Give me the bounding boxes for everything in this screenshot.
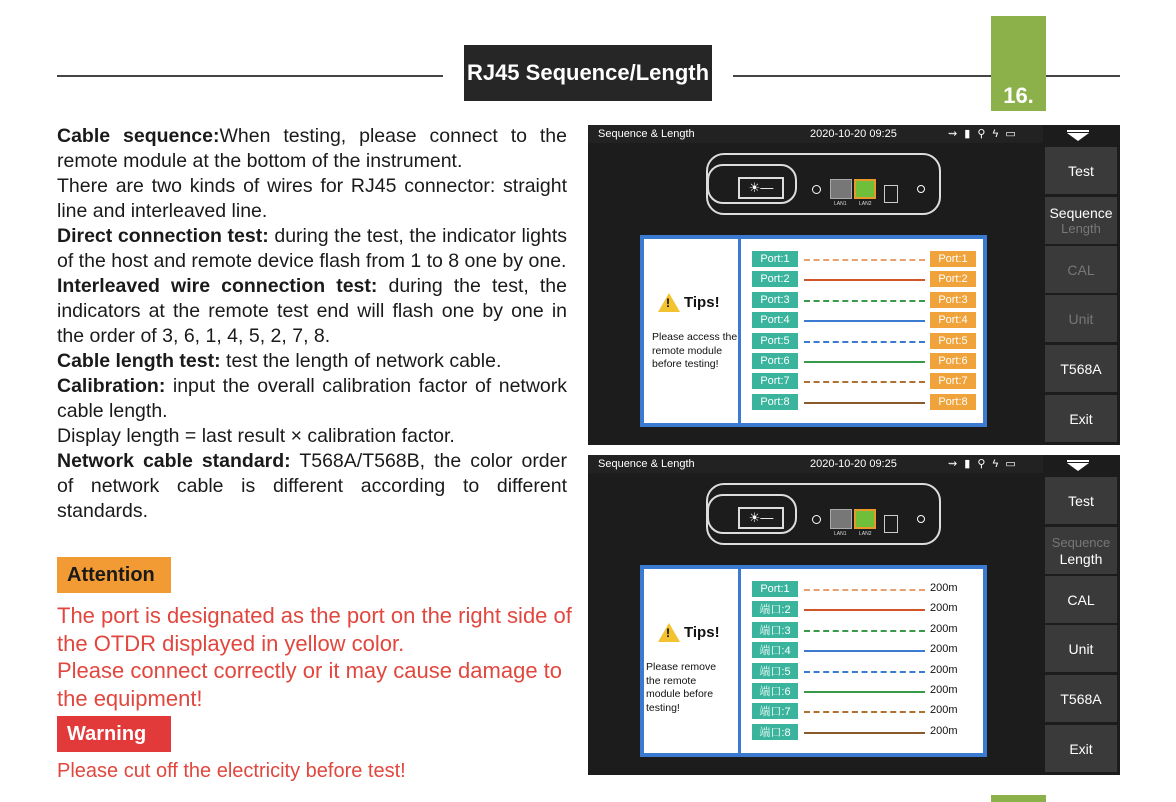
- port-row: [752, 642, 982, 659]
- lan2-label: LAN2: [859, 531, 872, 537]
- length-test-paragraph: [57, 349, 567, 374]
- status-bar: [588, 455, 1043, 473]
- direct-test-text: during the test, the indicator lights of the host and remote device flash from 1 to 8 one by one.: [57, 225, 567, 272]
- wire-line: [804, 361, 925, 363]
- standard-button[interactable]: [1045, 345, 1117, 392]
- port-row: [752, 312, 982, 329]
- right-port-label: Port:3: [930, 292, 976, 308]
- wire-line: [804, 589, 925, 591]
- usb-port-icon: [884, 515, 898, 533]
- usb-port-icon: [884, 185, 898, 203]
- exit-button[interactable]: [1045, 395, 1117, 442]
- test-button-label: Test: [1068, 162, 1094, 179]
- wire-line: [804, 609, 925, 611]
- sequence-screen: [588, 125, 1120, 445]
- sequence-length-button[interactable]: [1045, 197, 1117, 244]
- exit-label: Exit: [1069, 740, 1093, 757]
- port-row: [752, 271, 982, 288]
- direct-test-paragraph: [57, 224, 567, 274]
- left-port-label: Port:1: [752, 251, 798, 267]
- left-port-label: 端口:2: [752, 601, 798, 617]
- length-screen: [588, 455, 1120, 775]
- left-port-label: Port:7: [752, 373, 798, 389]
- dropdown-icon[interactable]: [1067, 463, 1089, 471]
- body-text: [57, 124, 567, 524]
- wire-line: [804, 650, 925, 652]
- length-value: 200m: [930, 582, 958, 594]
- left-port-label: Port:4: [752, 312, 798, 328]
- wire-line: [804, 381, 925, 383]
- unit-label: Unit: [1068, 310, 1094, 327]
- standard-button[interactable]: [1045, 675, 1117, 722]
- tips-title-text: Tips!: [684, 294, 720, 311]
- left-port-label: 端口:6: [752, 683, 798, 699]
- menu-bar-icon: [1067, 460, 1089, 462]
- left-port-label: Port:8: [752, 394, 798, 410]
- warning-badge: Warning: [57, 716, 171, 752]
- left-port-label: 端口:7: [752, 703, 798, 719]
- wire-line: [804, 671, 925, 673]
- lan2-port: [854, 179, 876, 199]
- cable-sequence-text: When testing, please connect to the remote module at the bottom of the instrument.: [57, 125, 568, 172]
- status-icons: ⇝ ▮ ⚲ ϟ ▭: [948, 128, 1018, 140]
- tips-box: [644, 569, 741, 753]
- wire-line: [804, 402, 925, 404]
- tips-body: Please remove the remote module before testing!: [646, 661, 717, 714]
- lan1-label: LAN1: [834, 531, 847, 537]
- length-value: 200m: [930, 643, 958, 656]
- length-panel: [640, 565, 987, 757]
- standard-heading: Network cable standard:: [57, 450, 291, 472]
- port-row: [752, 601, 982, 618]
- attention-line-2: Please connect correctly or it may cause damage to the equipment!: [57, 658, 563, 711]
- interleaved-test-paragraph: [57, 274, 567, 349]
- length-value: 200m: [930, 684, 958, 696]
- left-port-label: 端口:8: [752, 724, 798, 740]
- right-port-label: Port:4: [930, 312, 976, 328]
- length-test-text: test the length of network cable.: [220, 350, 502, 372]
- status-bar: [588, 125, 1043, 143]
- wire-line: [804, 259, 925, 261]
- standard-label: T568A: [1060, 690, 1102, 707]
- datetime: 2020-10-20 09:25: [810, 458, 897, 470]
- warning-icon: [658, 293, 680, 312]
- left-port-label: Port:2: [752, 271, 798, 287]
- light-button[interactable]: ☀—: [738, 507, 784, 529]
- test-button-label: Test: [1068, 492, 1094, 509]
- length-test-heading: Cable length test:: [57, 350, 221, 372]
- lan2-port: [854, 509, 876, 529]
- sequence-length-button[interactable]: [1045, 527, 1117, 574]
- screen-title: Sequence & Length: [598, 458, 695, 470]
- datetime: 2020-10-20 09:25: [810, 128, 897, 140]
- attention-text: [57, 602, 577, 712]
- cable-sequence-heading: Cable sequence:: [57, 125, 220, 147]
- right-port-label: Port:8: [930, 394, 976, 410]
- tips-body: Please access the remote module before testing!: [652, 331, 738, 370]
- function-sidebar: [1043, 455, 1120, 775]
- lan2-label: LAN2: [859, 201, 872, 207]
- interleaved-test-text: during the test, the indicators at the remote test end will flash one by one in the order of 3, 6, 1, 4, 5, 2, 7, 8.: [57, 275, 567, 347]
- right-dot: [917, 515, 925, 523]
- standard-label: T568A: [1060, 360, 1102, 377]
- wire-line: [804, 341, 925, 343]
- left-port-label: Port:3: [752, 292, 798, 308]
- length-label: Length: [1059, 550, 1103, 567]
- left-port-label: Port:1: [752, 581, 798, 597]
- port-row: [752, 622, 982, 639]
- length-value: 200m: [930, 724, 958, 737]
- wire-line: [804, 300, 925, 302]
- length-label: Length: [1061, 220, 1101, 236]
- warning-icon: [658, 623, 680, 642]
- right-port-label: Port:2: [930, 271, 976, 287]
- standard-paragraph: [57, 449, 567, 524]
- length-value: 200m: [930, 622, 958, 635]
- port-row: [752, 373, 982, 390]
- wire-line: [804, 732, 925, 734]
- port-row: [752, 683, 982, 700]
- attention-badge: Attention: [57, 557, 171, 593]
- unit-button[interactable]: [1045, 295, 1117, 342]
- tips-title: [658, 623, 720, 642]
- dropdown-icon[interactable]: [1067, 133, 1089, 141]
- unit-label: Unit: [1068, 640, 1094, 657]
- function-sidebar: [1043, 125, 1120, 445]
- tips-box: [644, 239, 741, 423]
- wire-types-text: There are two kinds of wires for RJ45 connector: straight line and interleaved line.: [57, 175, 567, 222]
- wire-line: [804, 320, 925, 322]
- lan1-port: [830, 179, 852, 199]
- left-port-label: 端口:5: [752, 663, 798, 679]
- direct-test-heading: Direct connection test:: [57, 225, 269, 247]
- cal-label: CAL: [1067, 261, 1095, 278]
- test-button[interactable]: [1045, 477, 1117, 524]
- right-port-label: Port:5: [930, 333, 976, 349]
- port-row: [752, 394, 982, 411]
- port-row: [752, 333, 982, 350]
- screen-title: Sequence & Length: [598, 128, 695, 140]
- standard-text: T568A/T568B, the color order of network cable is different according to different standards.: [57, 450, 567, 522]
- exit-button[interactable]: [1045, 725, 1117, 772]
- status-icons: ⇝ ▮ ⚲ ϟ ▭: [948, 458, 1018, 470]
- warning-text: Please cut off the electricity before test!: [57, 760, 406, 782]
- cable-sequence-paragraph: [57, 124, 567, 174]
- light-button[interactable]: ☀—: [738, 177, 784, 199]
- port-row: [752, 581, 982, 598]
- display-length-paragraph: [57, 424, 567, 449]
- cal-button[interactable]: [1045, 576, 1117, 623]
- section-title: RJ45 Sequence/Length: [464, 45, 712, 101]
- port-row: [752, 703, 982, 720]
- calibration-paragraph: [57, 374, 567, 424]
- calibration-heading: Calibration:: [57, 375, 166, 397]
- left-port-label: 端口:3: [752, 622, 798, 638]
- header-rule-right: [733, 75, 991, 77]
- right-port-label: Port:1: [930, 251, 976, 267]
- left-port-label: 端口:4: [752, 642, 798, 658]
- right-port-label: Port:6: [930, 353, 976, 369]
- left-port-label: Port:5: [752, 333, 798, 349]
- header-rule-left: [57, 75, 443, 77]
- sequence-label: Sequence: [1051, 534, 1111, 550]
- interleaved-test-heading: Interleaved wire connection test:: [57, 275, 378, 297]
- port-row: [752, 251, 982, 268]
- display-length-text: Display length = last result × calibration factor.: [57, 425, 455, 447]
- wire-line: [804, 711, 925, 713]
- header-rule-far-right: [1046, 75, 1120, 77]
- wire-line: [804, 279, 925, 281]
- port-row: [752, 353, 982, 370]
- menu-bar-icon: [1067, 130, 1089, 132]
- tips-title: [658, 293, 720, 312]
- cal-label: CAL: [1067, 591, 1095, 608]
- wire-line: [804, 630, 925, 632]
- indicator-dot: [812, 185, 821, 194]
- wire-line: [804, 691, 925, 693]
- left-port-label: Port:6: [752, 353, 798, 369]
- page-tab-bottom: [991, 795, 1046, 802]
- test-button[interactable]: [1045, 147, 1117, 194]
- unit-button[interactable]: [1045, 625, 1117, 672]
- port-row: [752, 663, 982, 680]
- length-value: 200m: [930, 663, 958, 676]
- sequence-label: Sequence: [1049, 204, 1113, 221]
- port-row: [752, 724, 982, 741]
- port-row: [752, 292, 982, 309]
- length-value: 200m: [930, 704, 958, 717]
- cal-button[interactable]: [1045, 246, 1117, 293]
- exit-label: Exit: [1069, 410, 1093, 427]
- calibration-text: input the overall calibration factor of network cable length.: [57, 375, 567, 422]
- right-dot: [917, 185, 925, 193]
- tips-title-text: Tips!: [684, 624, 720, 641]
- attention-line-1: The port is designated as the port on the right side of the OTDR displayed in yellow color.: [57, 603, 572, 656]
- indicator-dot: [812, 515, 821, 524]
- page-number: 16.: [991, 16, 1046, 111]
- lan1-label: LAN1: [834, 201, 847, 207]
- lan1-port: [830, 509, 852, 529]
- sequence-panel: [640, 235, 987, 427]
- right-port-label: Port:7: [930, 373, 976, 389]
- length-value: 200m: [930, 602, 958, 615]
- wire-types-paragraph: [57, 174, 567, 224]
